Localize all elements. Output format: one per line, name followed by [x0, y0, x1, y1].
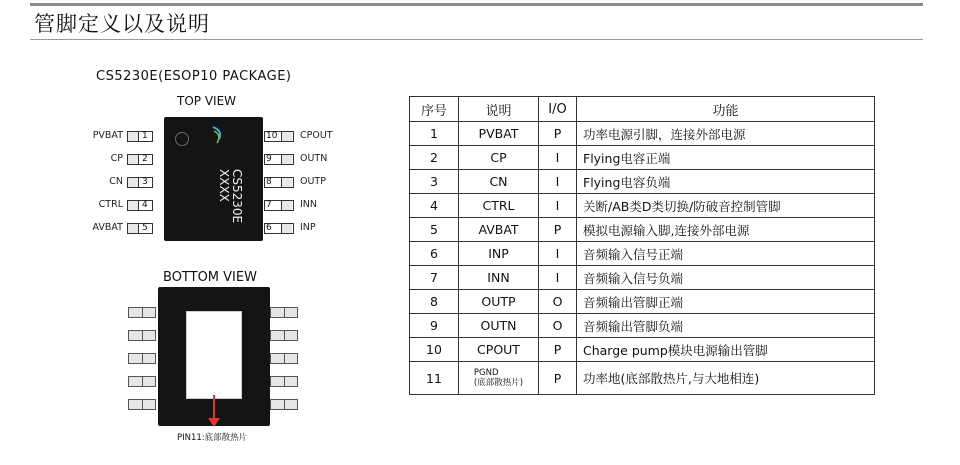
chip-marking-line1: CS5230E [230, 169, 244, 224]
row-name: CP [459, 146, 539, 170]
pin-stub [128, 132, 139, 141]
row-func: 功率地(底部散热片,与大地相连) [577, 362, 875, 395]
row-func: 音频输出管脚负端 [577, 314, 875, 338]
header-no: 序号 [410, 97, 459, 122]
row-name: CTRL [459, 194, 539, 218]
pin-label-left: PVBAT [92, 130, 123, 141]
row-name [459, 362, 539, 395]
table-row [410, 242, 875, 266]
row-io: I [539, 266, 577, 290]
row-func: 音频输入信号正端 [577, 242, 875, 266]
table-row [410, 338, 875, 362]
bottom-pin-left [128, 399, 156, 410]
pin-left [127, 200, 153, 211]
pin-left [127, 223, 153, 234]
row-no: 8 [410, 290, 459, 314]
bottom-pin-left [128, 353, 156, 364]
pin-label-right: CPOUT [300, 130, 333, 141]
row-func: 音频输出管脚正端 [577, 290, 875, 314]
pin-label-left: AVBAT [92, 222, 123, 233]
bottom-pin-left [128, 330, 156, 341]
bottom-pin-right [270, 307, 298, 318]
pin11-label: PIN11:底部散热片 [177, 433, 248, 443]
row-func: 音频输入信号负端 [577, 266, 875, 290]
pin-stub [128, 201, 139, 210]
table-row [410, 122, 875, 146]
row-name: INN [459, 266, 539, 290]
pin-definition-table [409, 96, 875, 395]
pin-number: 4 [142, 200, 148, 210]
chip-top-view [164, 117, 263, 241]
table-row [410, 362, 875, 395]
pin-label-left: CP [110, 153, 123, 164]
pin-stub [281, 132, 292, 141]
top-view-label: TOP VIEW [177, 94, 237, 108]
header-func: 功能 [577, 97, 875, 122]
bottom-pin-right [270, 330, 298, 341]
row-name: OUTP [459, 290, 539, 314]
row-no: 1 [410, 122, 459, 146]
pin-number: 9 [266, 154, 272, 164]
pin-number: 8 [266, 177, 272, 187]
pin-number: 10 [266, 131, 278, 141]
pin-left [127, 154, 153, 165]
bottom-pin-right [270, 353, 298, 364]
pin-right [264, 223, 294, 234]
pin-stub [128, 155, 139, 164]
pin-stub [128, 224, 139, 233]
row-io: P [539, 218, 577, 242]
pin-label-left: CN [109, 176, 123, 187]
pin-number: 2 [142, 154, 148, 164]
row-no: 7 [410, 266, 459, 290]
bottom-pin-right [270, 399, 298, 410]
row-no: 11 [410, 362, 459, 395]
chip-marking-line2: XXXX [217, 169, 231, 202]
bottom-pin-left [128, 307, 156, 318]
row-no: 9 [410, 314, 459, 338]
row-no: 3 [410, 170, 459, 194]
exposed-pad [186, 311, 242, 399]
row-func: 模拟电源输入脚,连接外部电源 [577, 218, 875, 242]
pin-number: 5 [142, 223, 148, 233]
table-row [410, 314, 875, 338]
header-io: I/O [539, 97, 577, 122]
row-no: 4 [410, 194, 459, 218]
row-io: O [539, 314, 577, 338]
row-name: OUTN [459, 314, 539, 338]
title-bottom-rule [30, 39, 923, 40]
row-name-line1: PGND [473, 368, 499, 378]
row-io: O [539, 290, 577, 314]
row-no: 2 [410, 146, 459, 170]
row-io: I [539, 146, 577, 170]
pin-right [264, 177, 294, 188]
table-row [410, 290, 875, 314]
row-name: PVBAT [459, 122, 539, 146]
pin-right [264, 131, 294, 142]
table-row [410, 170, 875, 194]
pin-left [127, 131, 153, 142]
bottom-pin-left [128, 376, 156, 387]
package-title: CS5230E(ESOP10 PACKAGE) [96, 69, 292, 84]
row-io: I [539, 242, 577, 266]
row-name: CPOUT [459, 338, 539, 362]
row-io: P [539, 362, 577, 395]
pin-stub [281, 201, 292, 210]
row-name: AVBAT [459, 218, 539, 242]
table-row [410, 218, 875, 242]
pin-label-right: INN [300, 199, 318, 210]
pin-stub [128, 178, 139, 187]
pin-stub [281, 178, 292, 187]
pin-stub [281, 155, 292, 164]
table-row [410, 194, 875, 218]
row-io: I [539, 194, 577, 218]
pin-label-right: OUTP [300, 176, 326, 187]
chipstar-logo-icon [211, 123, 225, 163]
arrow-down-icon [208, 418, 220, 427]
table-header-row [410, 97, 875, 122]
row-func: Flying电容负端 [577, 170, 875, 194]
table-row [410, 266, 875, 290]
row-io: I [539, 170, 577, 194]
pin-stub [281, 224, 292, 233]
pin-left [127, 177, 153, 188]
pin-number: 3 [142, 177, 148, 187]
pin-label-left: CTRL [98, 199, 123, 210]
pin-number: 1 [142, 131, 148, 141]
row-name: CN [459, 170, 539, 194]
page-title: 管脚定义以及说明 [34, 12, 210, 36]
title-top-rule [30, 3, 923, 6]
header-name: 说明 [459, 97, 539, 122]
bottom-pin-right [270, 376, 298, 387]
row-name: INP [459, 242, 539, 266]
pin-label-right: OUTN [300, 153, 328, 164]
chip-marking [217, 169, 243, 223]
pin1-marker-icon [175, 132, 189, 146]
row-no: 6 [410, 242, 459, 266]
bottom-view-label: BOTTOM VIEW [163, 270, 257, 285]
pin-number: 6 [266, 223, 272, 233]
table-row [410, 146, 875, 170]
row-no: 10 [410, 338, 459, 362]
row-io: P [539, 122, 577, 146]
pin-number: 7 [266, 200, 272, 210]
row-func: 关断/AB类D类切换/防破音控制管脚 [577, 194, 875, 218]
pin-right [264, 154, 294, 165]
row-func: 功率电源引脚，连接外部电源 [577, 122, 875, 146]
row-name-line2: (底部散热片) [473, 378, 524, 388]
row-func: Charge pump模块电源输出管脚 [577, 338, 875, 362]
pin-right [264, 200, 294, 211]
row-no: 5 [410, 218, 459, 242]
row-func: Flying电容正端 [577, 146, 875, 170]
pin-label-right: INP [300, 222, 316, 233]
row-io: P [539, 338, 577, 362]
